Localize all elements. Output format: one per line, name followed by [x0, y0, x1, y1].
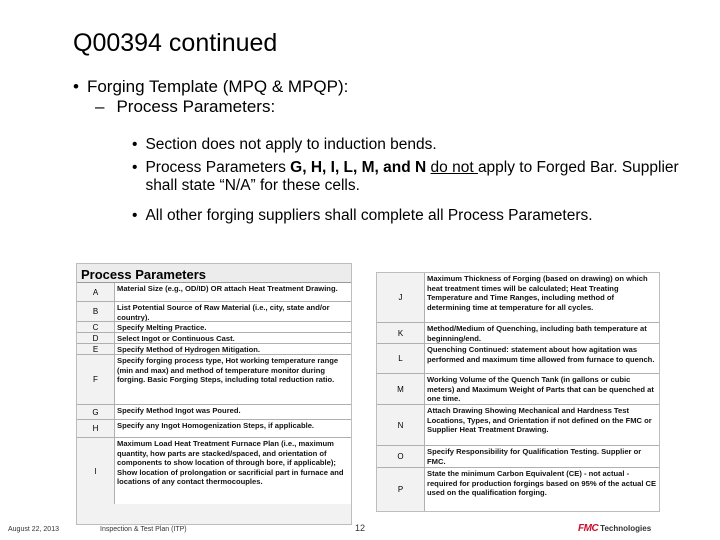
row-desc: Specify Responsibility for Qualification Testing. Supplier or FMC.	[425, 446, 659, 467]
table-row	[77, 322, 351, 333]
table-row	[377, 446, 659, 468]
row-letter: F	[77, 355, 115, 404]
row-desc: Specify forging process type, Hot working temperature range (min and max) and method of temperature monitor during forging. Basic Forging Steps, including total reduction ratio.	[115, 355, 351, 404]
bullet-text-underline: do not	[430, 159, 478, 176]
bullet-marker: •	[132, 207, 138, 224]
table-row	[377, 323, 659, 344]
bullet-marker: •	[132, 136, 138, 153]
row-desc: Maximum Load Heat Treatment Furnace Plan (i.e., maximum quantity, how parts are stacked/spaced, and orientation of components to show location of through bore, if applicable); Show location of prolongation or sacrificial part in furnace and locations of any contact thermocouples.	[115, 438, 351, 504]
bullet-text-post: apply to Forged Bar. Supplier shall state “N/A” for these cells.	[145, 159, 679, 194]
row-letter: E	[77, 344, 115, 354]
table-row	[377, 374, 659, 405]
bullet-text	[145, 159, 692, 195]
row-letter: M	[377, 374, 425, 404]
row-desc: Method/Medium of Quenching, including bath temperature at beginning/end.	[425, 323, 659, 343]
fmc-logo-mark: FMC	[578, 523, 599, 534]
bullet-text: Process Parameters:	[116, 97, 276, 116]
bullet-marker: •	[132, 159, 138, 176]
fmc-logo-text: Technologies	[600, 524, 652, 533]
row-letter: P	[377, 468, 425, 511]
table-row	[377, 344, 659, 374]
bullet-process-parameters	[95, 97, 275, 117]
row-desc: Material Size (e.g., OD/ID) OR attach Heat Treatment Drawing.	[115, 283, 351, 301]
table-row	[77, 420, 351, 438]
bullet-all-suppliers	[132, 207, 692, 225]
row-letter: O	[377, 446, 425, 467]
row-letter: C	[77, 322, 115, 332]
row-letter: G	[77, 405, 115, 419]
bullet-forged-bar	[132, 159, 692, 195]
row-letter: B	[77, 302, 115, 321]
bullet-text: Forging Template (MPQ & MPQP):	[86, 77, 349, 96]
row-letter: N	[377, 405, 425, 445]
table-row	[377, 468, 659, 511]
row-desc: Specify any Ingot Homogenization Steps, if applicable.	[115, 420, 351, 437]
footer-date: August 22, 2013	[8, 526, 59, 533]
page-number: 12	[355, 523, 366, 533]
row-desc: Specify Method Ingot was Poured.	[115, 405, 351, 419]
row-desc: List Potential Source of Raw Material (i.e., city, state and/or country).	[115, 302, 351, 321]
table-row	[77, 302, 351, 322]
bullet-induction-bends	[132, 136, 692, 154]
row-letter: A	[77, 283, 115, 301]
table-row	[377, 273, 659, 323]
row-desc: Specify Method of Hydrogen Mitigation.	[115, 344, 351, 354]
table-row	[377, 405, 659, 446]
row-desc: State the minimum Carbon Equivalent (CE) - not actual - required for production forgings based on 95% of the actual CE used on the qualification forging.	[425, 468, 659, 511]
bullet-text: All other forging suppliers shall complete all Process Parameters.	[145, 207, 593, 224]
bullet-forging-template	[73, 77, 348, 97]
table-header: Process Parameters	[77, 264, 351, 283]
row-desc: Specify Melting Practice.	[115, 322, 351, 332]
slide-title: Q00394 continued	[73, 29, 278, 57]
process-parameters-table-left	[76, 263, 352, 525]
table-row	[77, 283, 351, 302]
row-letter: I	[77, 438, 115, 504]
table-row	[77, 333, 351, 344]
row-desc: Quenching Continued: statement about how agitation was performed and maximum time allowed from furnace to quench.	[425, 344, 659, 373]
row-letter: K	[377, 323, 425, 343]
row-letter: D	[77, 333, 115, 343]
bullet-text: Section does not apply to induction bends.	[145, 136, 437, 153]
row-desc: Maximum Thickness of Forging (based on drawing) on which heat treatment times will be calculated; Heat Treating Temperature and Time Ranges, including method of determining time at temperature for all cycles.	[425, 273, 659, 322]
row-letter: J	[377, 273, 425, 322]
row-desc: Working Volume of the Quench Tank (in gallons or cubic meters) and Maximum Weight of Parts that can be quenched at one time.	[425, 374, 659, 404]
bullet-marker: •	[73, 77, 79, 96]
table-row	[77, 355, 351, 405]
row-desc: Select Ingot or Continuous Cast.	[115, 333, 351, 343]
row-letter: H	[77, 420, 115, 437]
row-desc: Attach Drawing Showing Mechanical and Hardness Test Locations, Types, and Orientation if not defined on the FMC or Supplier Heat Treatment Drawing.	[425, 405, 659, 445]
bullet-text-pre: Process Parameters	[145, 159, 291, 176]
fmc-technologies-logo	[578, 523, 651, 534]
table-row	[77, 438, 351, 504]
row-letter: L	[377, 344, 425, 373]
table-row	[77, 344, 351, 355]
dash-marker: –	[95, 97, 105, 116]
footer-document-title: Inspection & Test Plan (ITP)	[100, 526, 187, 533]
bullet-text-bold: G, H, I, L, M, and N	[290, 159, 427, 176]
table-row	[77, 405, 351, 420]
process-parameters-table-right	[376, 272, 660, 512]
